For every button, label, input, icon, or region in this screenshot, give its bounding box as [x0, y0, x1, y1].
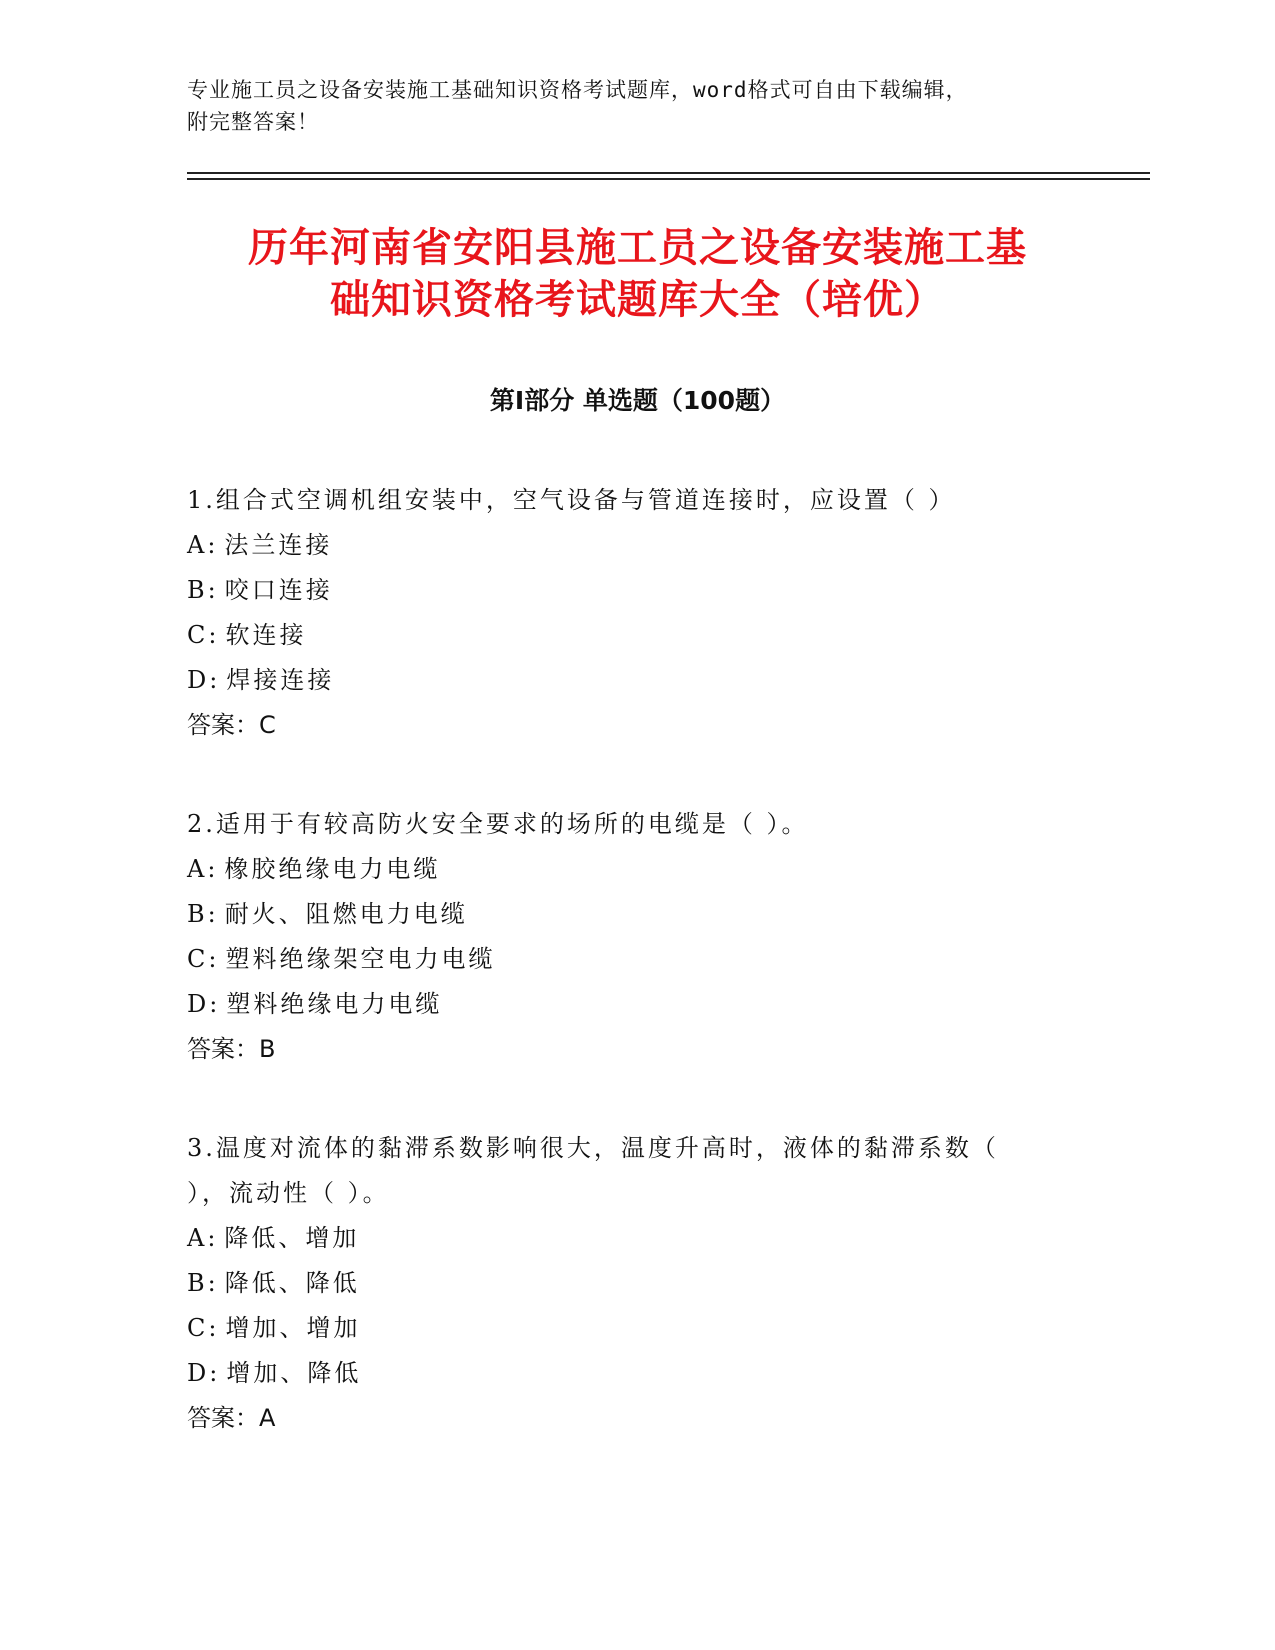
option-text: 软连接: [225, 621, 307, 649]
option-text: 法兰连接: [224, 531, 333, 559]
question-3-option-b: [187, 1261, 1067, 1306]
header-note: [187, 74, 1087, 138]
option-letter: C:: [187, 945, 220, 973]
option-text: 焊接连接: [226, 666, 335, 694]
question-3-option-d: [187, 1351, 1067, 1396]
question-list: [187, 478, 1067, 1495]
option-letter: C:: [187, 621, 220, 649]
option-text: 橡胶绝缘电力电缆: [224, 855, 441, 883]
option-text: 耐火、阻燃电力电缆: [224, 900, 468, 928]
question-1-stem: 1.组合式空调机组安装中，空气设备与管道连接时，应设置（ ）: [187, 486, 956, 514]
question-2-option-a: [187, 847, 1067, 892]
document-title-line-1: 历年河南省安阳县施工员之设备安装施工基: [248, 225, 1027, 271]
option-text: 塑料绝缘架空电力电缆: [225, 945, 496, 973]
document-title-line-2: 础知识资格考试题库大全（培优）: [330, 277, 945, 323]
option-letter: B:: [187, 900, 219, 928]
option-letter: A:: [187, 1224, 219, 1252]
question-3-option-c: [187, 1306, 1067, 1351]
question-1-option-b: [187, 568, 1067, 613]
question-2-option-c: [187, 937, 1067, 982]
option-text: 塑料绝缘电力电缆: [226, 990, 443, 1018]
option-text: 降低、降低: [224, 1269, 360, 1297]
question-2: [187, 802, 1067, 1072]
question-2-option-b: [187, 892, 1067, 937]
option-letter: A:: [187, 531, 219, 559]
question-3-stem-line-1: 3.温度对流体的黏滞系数影响很大，温度升高时，液体的黏滞系数（: [187, 1134, 999, 1162]
option-letter: D:: [187, 666, 221, 694]
question-3: [187, 1126, 1067, 1441]
header-note-line-1: 专业施工员之设备安装施工基础知识资格考试题库，word格式可自由下载编辑，: [187, 78, 968, 102]
option-text: 增加、增加: [225, 1314, 361, 1342]
question-1-option-c: [187, 613, 1067, 658]
option-letter: D:: [187, 990, 221, 1018]
question-3-answer: 答案：A: [187, 1404, 276, 1432]
question-3-stem-line-2: ），流动性（ ）。: [187, 1179, 390, 1207]
header-note-line-2: 附完整答案！: [187, 110, 319, 134]
option-letter: A:: [187, 855, 219, 883]
question-1-option-d: [187, 658, 1067, 703]
option-text: 降低、增加: [224, 1224, 360, 1252]
question-2-answer: 答案：B: [187, 1035, 276, 1063]
option-letter: C:: [187, 1314, 220, 1342]
question-1-answer: 答案：C: [187, 711, 276, 739]
header-divider-line-2: [187, 178, 1150, 180]
question-1: [187, 478, 1067, 748]
option-letter: B:: [187, 576, 219, 604]
question-1-option-a: [187, 523, 1067, 568]
question-2-stem: 2.适用于有较高防火安全要求的场所的电缆是（ ）。: [187, 810, 809, 838]
option-text: 咬口连接: [224, 576, 333, 604]
option-text: 增加、降低: [226, 1359, 362, 1387]
section-heading: 第Ⅰ部分 单选题（100题）: [489, 386, 786, 415]
question-2-option-d: [187, 982, 1067, 1027]
document-title: [150, 222, 1125, 326]
question-3-option-a: [187, 1216, 1067, 1261]
header-divider-line-1: [187, 172, 1150, 174]
option-letter: B:: [187, 1269, 219, 1297]
option-letter: D:: [187, 1359, 221, 1387]
